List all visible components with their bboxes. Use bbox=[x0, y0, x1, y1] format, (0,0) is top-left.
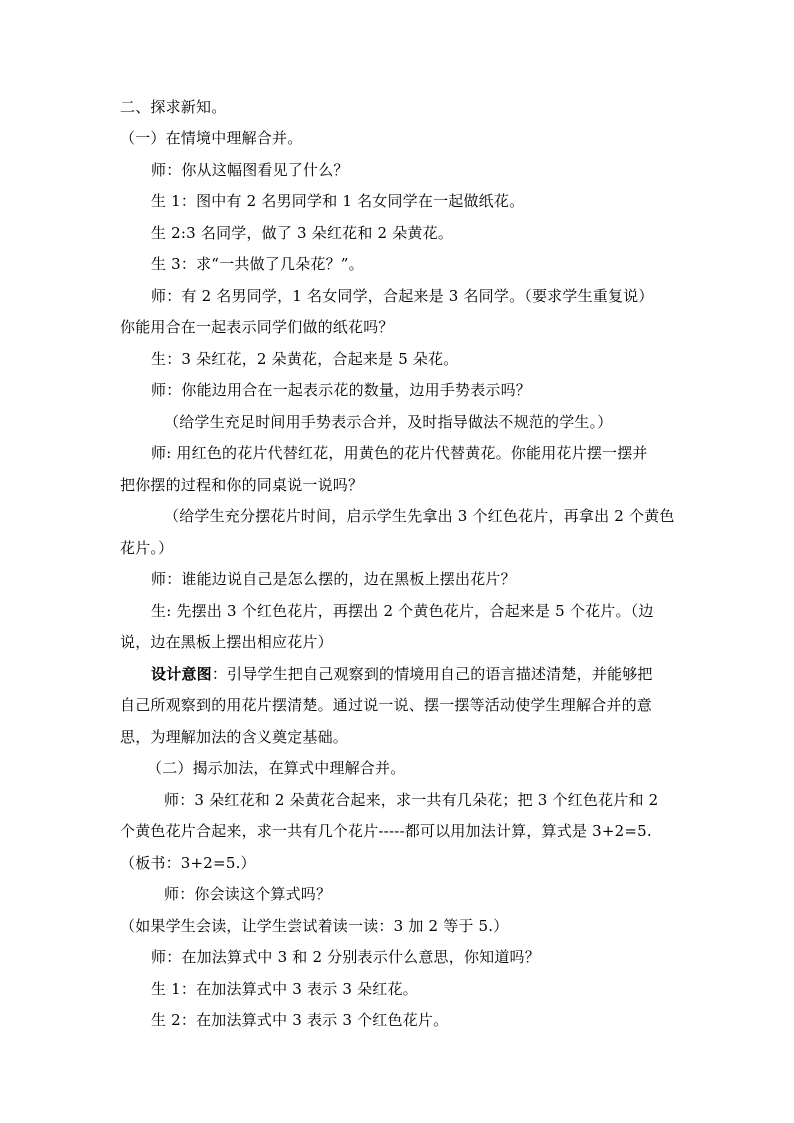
paragraph: 自己所观察到的用花片摆清楚。通过说一说、摆一摆等活动使学生理解合并的意 bbox=[120, 696, 653, 714]
paragraph: 生 3：求“一共做了几朵花？”。 bbox=[151, 255, 364, 273]
paragraph: （给学生充分摆花片时间，启示学生先拿出 3 个红色花片，再拿出 2 个黄色 bbox=[164, 507, 675, 525]
paragraph: 生: 先摆出 3 个红色花片，再摆出 2 个黄色花片，合起来是 5 个花片。（边 bbox=[151, 602, 654, 620]
paragraph: 花片。） bbox=[120, 539, 174, 557]
paragraph: 师：谁能边说自己是怎么摆的，边在黑板上摆出花片？ bbox=[151, 570, 516, 588]
design-intent-paragraph bbox=[151, 664, 653, 684]
paragraph: 生 1：图中有 2 名男同学和 1 名女同学在一起做纸花。 bbox=[151, 192, 525, 210]
paragraph: 师：在加法算式中 3 和 2 分别表示什么意思，你知道吗？ bbox=[151, 948, 540, 966]
subsection-heading-1: （一）在情境中理解合并。 bbox=[120, 129, 303, 147]
paragraph: 生 1：在加法算式中 3 表示 3 朵红花。 bbox=[151, 980, 418, 998]
paragraph: （给学生充足时间用手势表示合并，及时指导做法不规范的学生。） bbox=[164, 413, 613, 431]
paragraph: 生 2:3 名同学，做了 3 朵红花和 2 朵黄花。 bbox=[151, 224, 454, 242]
paragraph: 思，为理解加法的含义奠定基础。 bbox=[120, 728, 349, 746]
paragraph: （板书：3+2=5.） bbox=[120, 854, 256, 872]
paragraph: 师：你从这幅图看见了什么？ bbox=[151, 161, 349, 179]
paragraph: 个黄色花片合起来，求一共有几个花片-----都可以用加法计算，算式是 3+2=5. bbox=[120, 822, 652, 840]
design-intent-text: ：引导学生把自己观察到的情境用自己的语言描述清楚，并能够把 bbox=[211, 665, 653, 683]
paragraph: （如果学生会读，让学生尝试着读一读：3 加 2 等于 5.） bbox=[120, 917, 509, 935]
design-intent-label: 设计意图 bbox=[151, 665, 212, 683]
subsection-heading-2: （二）揭示加法，在算式中理解合并。 bbox=[147, 759, 406, 777]
section-heading: 二、探求新知。 bbox=[120, 98, 227, 116]
paragraph: 师：有 2 名男同学，1 名女同学，合起来是 3 名同学。（要求学生重复说） bbox=[151, 287, 654, 305]
paragraph: 师：3 朵红花和 2 朵黄花合起来，求一共有几朵花；把 3 个红色花片和 2 bbox=[164, 791, 659, 809]
paragraph: 师：你会读这个算式吗？ bbox=[164, 885, 332, 903]
paragraph: 生：3 朵红花，2 朵黄花，合起来是 5 朵花。 bbox=[151, 350, 459, 368]
paragraph: 师: 用红色的花片代替红花，用黄色的花片代替黄花。你能用花片摆一摆并 bbox=[151, 444, 648, 462]
paragraph: 生 2：在加法算式中 3 表示 3 个红色花片。 bbox=[151, 1011, 449, 1029]
paragraph: 把你摆的过程和你的同桌说一说吗？ bbox=[120, 476, 364, 494]
paragraph: 你能用合在一起表示同学们做的纸花吗？ bbox=[120, 318, 394, 336]
paragraph: 师：你能边用合在一起表示花的数量，边用手势表示吗？ bbox=[151, 381, 532, 399]
paragraph: 说，边在黑板上摆出相应花片） bbox=[120, 633, 333, 651]
